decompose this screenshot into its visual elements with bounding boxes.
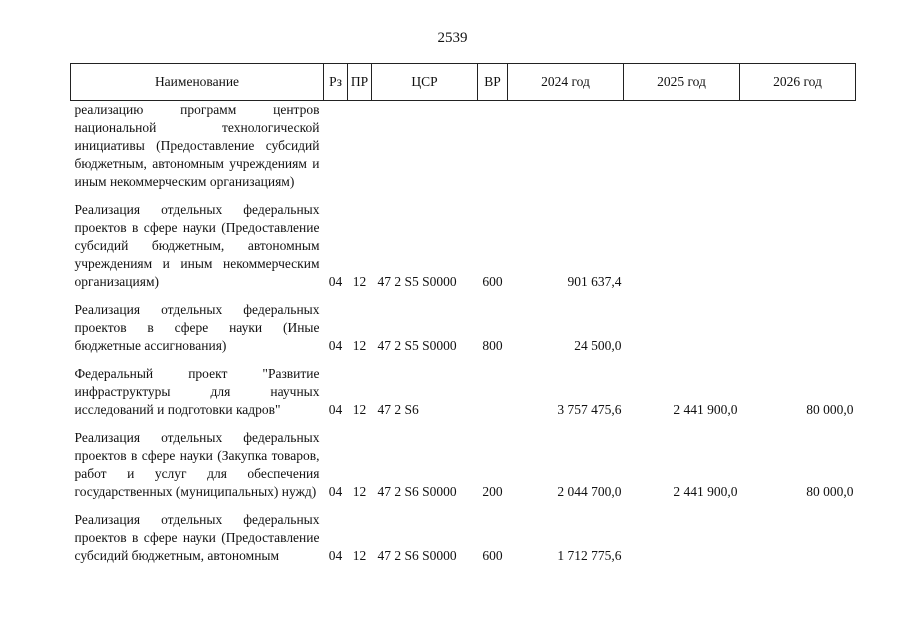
row-pr: 12 bbox=[352, 484, 367, 499]
header-name: Наименование bbox=[71, 64, 324, 101]
header-pr: ПР bbox=[348, 64, 372, 101]
row-vr: 800 bbox=[482, 338, 503, 353]
row-vr bbox=[478, 355, 508, 419]
row-csr: 47 2 S6 S0000 bbox=[377, 484, 457, 499]
row-name: Федеральный проект "Развитие инфраструктуры для научных исследований и подготовки кадров" bbox=[74, 366, 320, 417]
header-2024: 2024 год bbox=[508, 64, 624, 101]
row-rz: 04 bbox=[328, 274, 343, 289]
row-name: реализацию программ центров национальной технологической инициативы (Предоставление субсидий бюджетным, автономным учреждениям и иным некоммерческим организациям) bbox=[74, 102, 320, 189]
row-2024: 24 500,0 bbox=[574, 338, 622, 353]
row-pr: 12 bbox=[352, 402, 367, 417]
row-csr: 47 2 S5 S0000 bbox=[377, 274, 457, 289]
row-2024 bbox=[508, 101, 624, 192]
row-2025: 2 441 900,0 bbox=[673, 484, 738, 499]
table-row bbox=[71, 419, 856, 501]
row-2026 bbox=[740, 101, 856, 192]
table-row bbox=[71, 501, 856, 565]
budget-table bbox=[70, 63, 856, 565]
row-name: Реализация отдельных федеральных проектов в сфере науки (Предоставление субсидий бюджетным, автономным bbox=[74, 512, 320, 563]
row-2026 bbox=[740, 191, 856, 291]
row-rz: 04 bbox=[328, 484, 343, 499]
row-2026: 80 000,0 bbox=[806, 402, 854, 417]
row-pr bbox=[348, 101, 372, 192]
row-pr: 12 bbox=[352, 548, 367, 563]
row-csr: 47 2 S5 S0000 bbox=[377, 338, 457, 353]
row-name: Реализация отдельных федеральных проектов в сфере науки (Иные бюджетные ассигнования) bbox=[74, 302, 320, 353]
header-2025: 2025 год bbox=[624, 64, 740, 101]
header-csr: ЦСР bbox=[372, 64, 478, 101]
row-2025 bbox=[624, 291, 740, 355]
row-vr: 600 bbox=[482, 548, 503, 563]
row-name: Реализация отдельных федеральных проектов в сфере науки (Предоставление субсидий бюджетным, автономным учреждениям и иным некоммерческим организациям) bbox=[74, 202, 320, 289]
row-csr: 47 2 S6 bbox=[377, 402, 419, 417]
row-rz: 04 bbox=[328, 338, 343, 353]
table-row bbox=[71, 291, 856, 355]
row-rz: 04 bbox=[328, 548, 343, 563]
row-2026 bbox=[740, 291, 856, 355]
table-row bbox=[71, 101, 856, 192]
row-pr: 12 bbox=[352, 274, 367, 289]
table-row bbox=[71, 355, 856, 419]
row-vr bbox=[478, 101, 508, 192]
header-vr: ВР bbox=[478, 64, 508, 101]
row-2026 bbox=[740, 501, 856, 565]
row-vr: 600 bbox=[482, 274, 503, 289]
row-2024: 901 637,4 bbox=[567, 274, 622, 289]
page-number: 2539 bbox=[437, 30, 468, 46]
row-2025 bbox=[624, 501, 740, 565]
row-rz: 04 bbox=[328, 402, 343, 417]
row-csr: 47 2 S6 S0000 bbox=[377, 548, 457, 563]
table-header-row bbox=[71, 64, 856, 101]
row-2026: 80 000,0 bbox=[806, 484, 854, 499]
header-2026: 2026 год bbox=[740, 64, 856, 101]
row-vr: 200 bbox=[482, 484, 503, 499]
table-row bbox=[71, 191, 856, 291]
row-2024: 3 757 475,6 bbox=[557, 402, 622, 417]
row-name: Реализация отдельных федеральных проектов в сфере науки (Закупка товаров, работ и услуг для обеспечения государственных (муниципальных) нужд) bbox=[74, 430, 320, 499]
row-2024: 1 712 775,6 bbox=[557, 548, 622, 563]
row-2025: 2 441 900,0 bbox=[673, 402, 738, 417]
row-2024: 2 044 700,0 bbox=[557, 484, 622, 499]
row-2025 bbox=[624, 191, 740, 291]
header-rz: Рз bbox=[324, 64, 348, 101]
row-pr: 12 bbox=[352, 338, 367, 353]
row-2025 bbox=[624, 101, 740, 192]
row-csr bbox=[372, 101, 478, 192]
row-rz bbox=[324, 101, 348, 192]
